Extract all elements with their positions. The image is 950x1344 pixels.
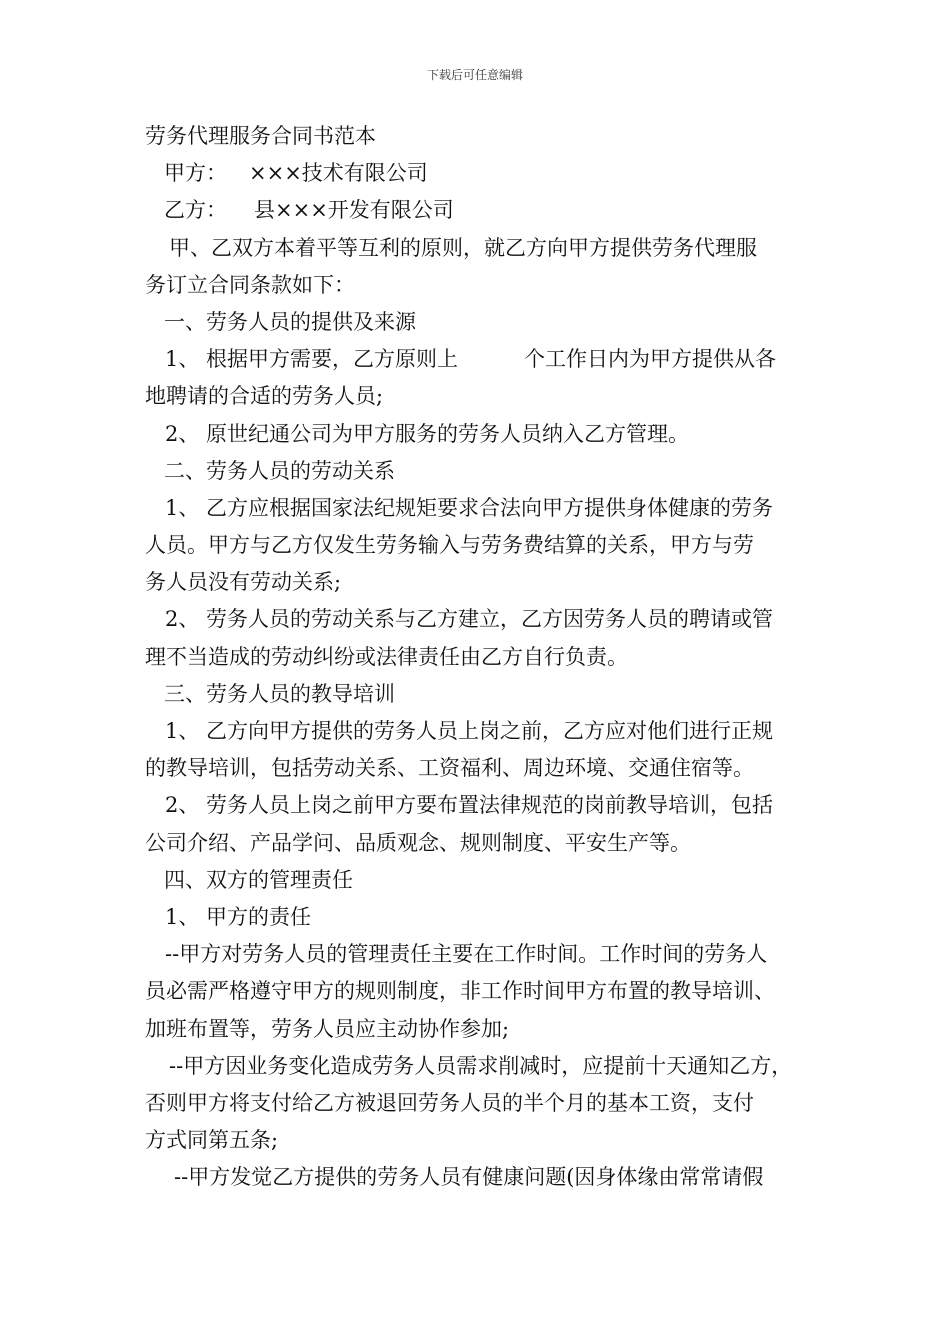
clause-2-2-line-2: 理不当造成的劳动纠纷或法律责任由乙方自行负责。: [145, 644, 628, 669]
clause-4-1-b-line-2: 否则甲方将支付给乙方被退回劳务人员的半个月的基本工资，支付: [145, 1090, 754, 1115]
party-a-label: 甲方：: [164, 161, 227, 186]
clause-1-1-text-cont: 个工作日内为甲方提供从各: [524, 347, 777, 372]
clause-4-1-c-line-1: --甲方发觉乙方提供的劳务人员有健康问题(因身体缘由常常请假: [174, 1165, 764, 1190]
clause-1-1-line-1: [145, 341, 825, 378]
section-heading-4: 四、双方的管理责任: [164, 867, 353, 892]
document-title: 劳务代理服务合同书范本: [145, 124, 376, 148]
clause-4-1-a-line-2: 员必需严格遵守甲方的规则制度，非工作时间甲方布置的教导培训、: [145, 979, 775, 1004]
preamble-line-1: 甲、乙双方本着平等互利的原则，就乙方向甲方提供劳务代理服: [169, 235, 757, 260]
section-heading-3: 三、劳务人员的教导培训: [164, 681, 395, 706]
clause-2-1-line-1: 1、 乙方应根据国家法纪规矩要求合法向甲方提供身体健康的劳务: [165, 495, 774, 520]
clause-4-1-heading: 1、 甲方的责任: [165, 904, 312, 929]
clause-3-1-line-2: 的教导培训，包括劳动关系、工资福利、周边环境、交通住宿等。: [145, 756, 754, 781]
clause-4-1-a-line-3: 加班布置等，劳务人员应主动协作参加;: [145, 1016, 510, 1041]
party-b-name: 县×××开发有限公司: [254, 198, 454, 223]
preamble-line-2: 务订立合同条款如下：: [145, 272, 355, 297]
clause-4-1-b-line-3: 方式同第五条;: [145, 1128, 279, 1153]
clause-4-1-a-line-1: --甲方对劳务人员的管理责任主要在工作时间。工作时间的劳务人: [165, 942, 768, 967]
party-a-name: ×××技术有限公司: [249, 161, 428, 186]
clause-2-1-line-3: 务人员没有劳动关系;: [145, 570, 342, 595]
contract-body: [145, 118, 825, 1196]
clause-3-1-line-1: 1、 乙方向甲方提供的劳务人员上岗之前，乙方应对他们进行正规: [165, 719, 774, 743]
clause-3-2-line-2: 公司介绍、产品学问、品质观念、规则制度、平安生产等。: [145, 830, 691, 855]
section-heading-1: 一、劳务人员的提供及来源: [164, 309, 416, 334]
clause-4-1-b-line-1: --甲方因业务变化造成劳务人员需求削减时，应提前十天通知乙方，: [169, 1053, 793, 1078]
clause-3-2-line-1: 2、 劳务人员上岗之前甲方要布置法律规范的岗前教导培训，包括: [165, 793, 774, 818]
header-note: 下载后可任意编辑: [426, 68, 523, 82]
clause-1-1-text: 1、 根据甲方需要，乙方原则上: [165, 347, 459, 372]
clause-2-1-line-2: 人员。甲方与乙方仅发生劳务输入与劳务费结算的关系，甲方与劳: [145, 533, 754, 558]
clause-1-1-line-2: 地聘请的合适的劳务人员;: [145, 384, 384, 409]
party-b-line: [145, 192, 825, 229]
party-b-label: 乙方：: [164, 198, 227, 223]
clause-2-2-line-1: 2、 劳务人员的劳动关系与乙方建立，乙方因劳务人员的聘请或管: [165, 607, 774, 632]
party-a-line: [145, 155, 825, 192]
clause-1-2: 2、 原世纪通公司为甲方服务的劳务人员纳入乙方管理。: [165, 421, 690, 446]
section-heading-2: 二、劳务人员的劳动关系: [164, 458, 395, 483]
